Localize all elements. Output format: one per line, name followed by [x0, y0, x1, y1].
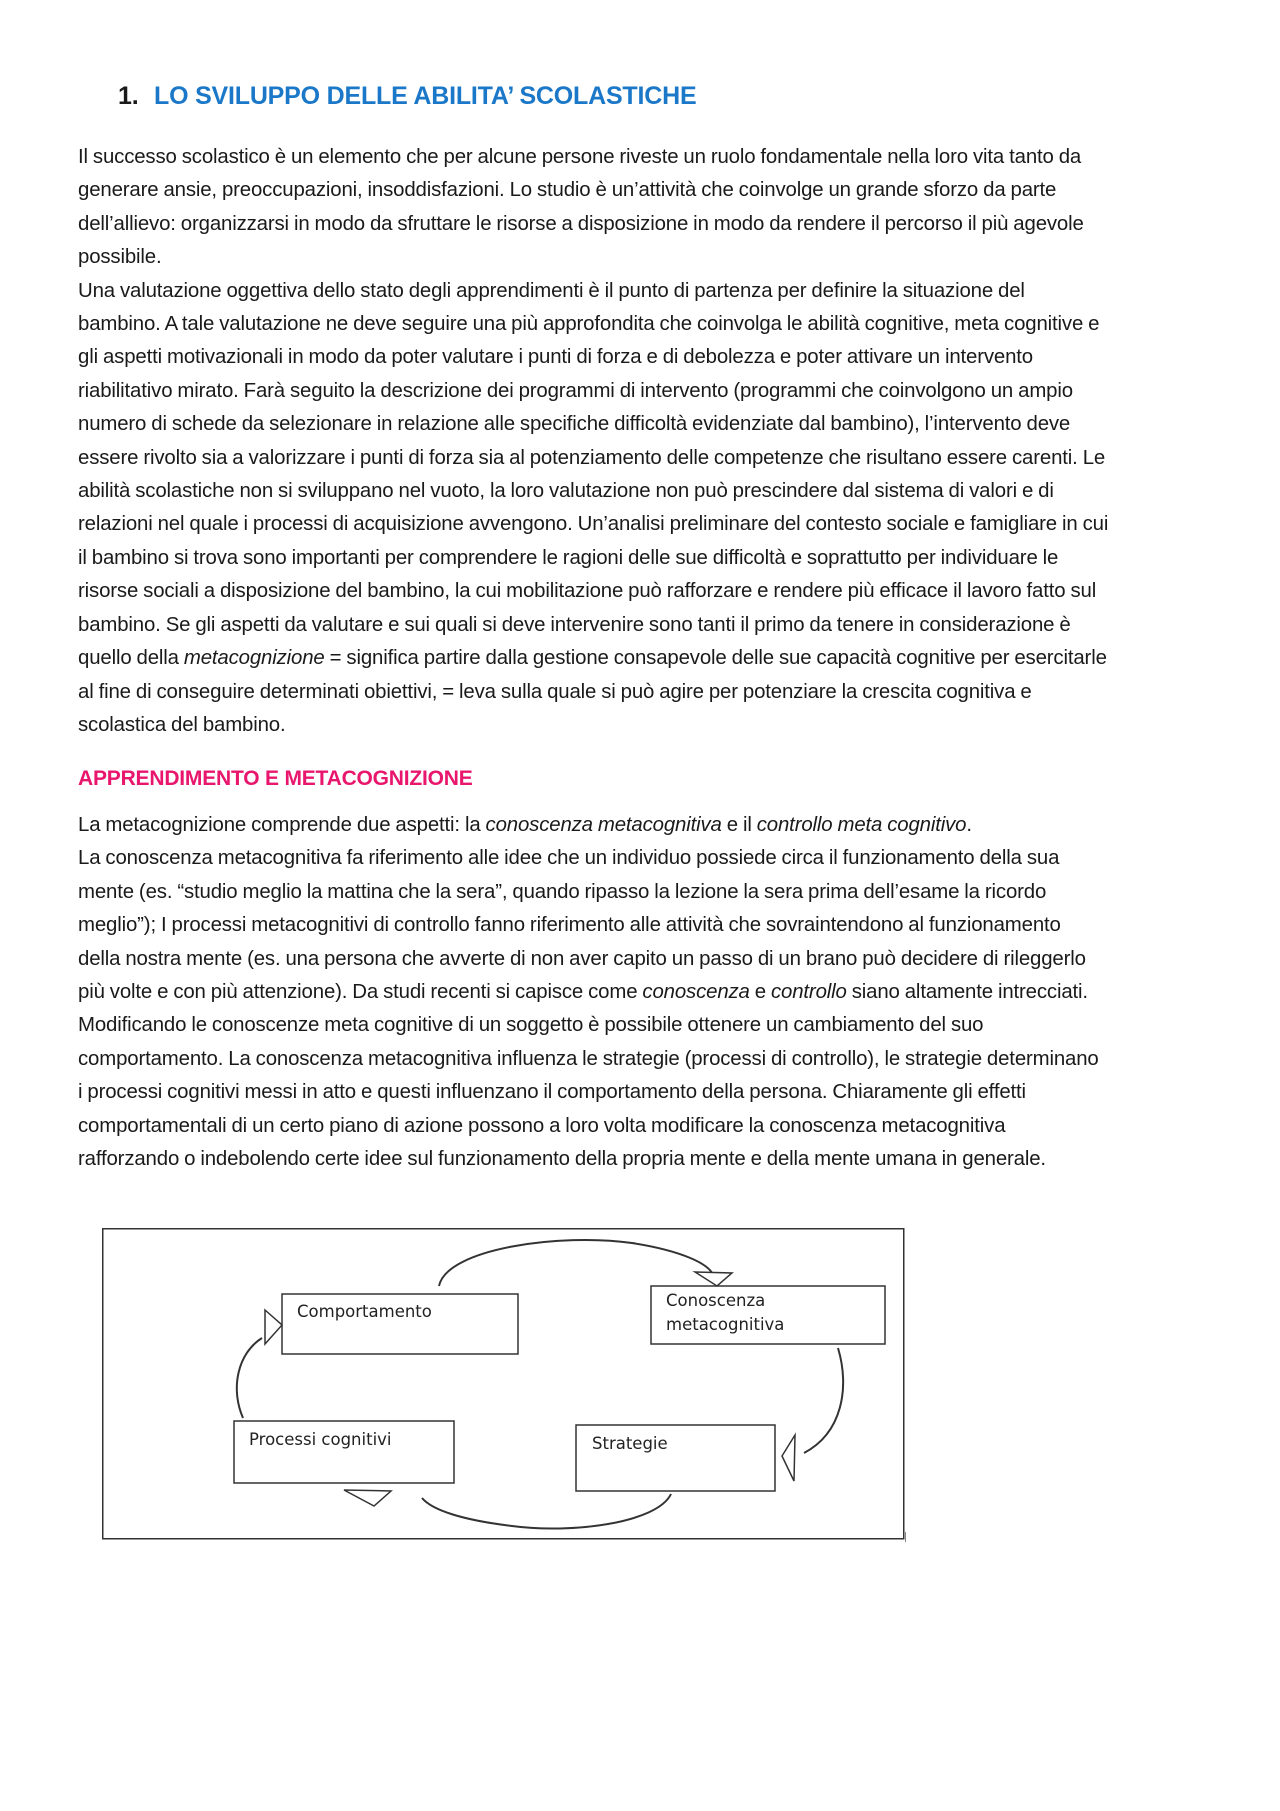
- arrow-comportamento-to-conoscenza: [439, 1240, 714, 1286]
- arrowhead-bottom: [344, 1490, 391, 1506]
- text-line: [78, 575, 1206, 608]
- text-line: [78, 375, 1206, 408]
- text-run: abilità scolastiche non si sviluppano nel vuoto, la loro valutazione non può prescindere dal sistema di valori e di: [78, 480, 1054, 503]
- text-line: [78, 943, 1206, 976]
- arrowhead-top: [695, 1272, 732, 1286]
- text-line: [78, 842, 1206, 875]
- section-heading: [118, 82, 696, 111]
- text-run: mente (es. “studio meglio la mattina che la sera”, quando ripasso la lezione la sera prima dell’esame la ricordo: [78, 880, 1047, 903]
- text-line: [78, 609, 1206, 642]
- intro-paragraph: [78, 141, 1206, 742]
- subsection-heading: APPRENDIMENTO E METACOGNIZIONE: [78, 767, 473, 790]
- arrow-conoscenza-to-strategie: [804, 1348, 843, 1453]
- text-run: = significa partire dalla gestione consapevole delle sue capacità cognitive per esercitarle: [324, 647, 1107, 670]
- text-run: relazioni nel quale i processi di acquisizione avvengono. Un’analisi preliminare del contesto sociale e famigliare in cui: [78, 513, 1109, 536]
- text-line: [78, 508, 1206, 541]
- text-line: [78, 909, 1206, 942]
- text-run: numero di schede da selezionare in relazione alle specifiche difficoltà evidenziate dal bambino), l’intervento deve: [78, 413, 1071, 436]
- italic-term: conoscenza metacognitiva: [485, 814, 722, 836]
- label-conoscenza-line1: Conoscenza: [666, 1291, 766, 1310]
- label-conoscenza-line2: metacognitiva: [666, 1315, 785, 1334]
- metacognition-paragraph: [78, 809, 1206, 1176]
- text-line: [78, 141, 1206, 174]
- text-run: quello della: [78, 647, 184, 670]
- text-run: gli aspetti motivazionali in modo da poter valutare i punti di forza e di debolezza e poter attivare un intervento: [78, 346, 1033, 369]
- text-run: al fine di conseguire determinati obiettivi, = leva sulla quale si può agire per potenziare la crescita cognitiva e: [78, 680, 1032, 703]
- text-line: [78, 1043, 1206, 1076]
- text-run: dell’allievo: organizzarsi in modo da sfruttare le risorse a disposizione in modo da rendere il percorso il più agevole: [78, 212, 1084, 235]
- arrow-strategie-to-processi: [422, 1494, 671, 1529]
- text-run: Il successo scolastico è un elemento che per alcune persone riveste un ruolo fondamentale nella loro vita tanto da: [78, 146, 1082, 168]
- text-run: e il: [721, 814, 757, 836]
- italic-term: controllo meta cognitivo: [756, 814, 967, 836]
- section-number: 1.: [118, 82, 139, 110]
- text-line: [78, 475, 1206, 508]
- arrow-processi-to-comportamento: [237, 1338, 262, 1418]
- italic-term: conoscenza: [642, 981, 750, 1004]
- text-line: [78, 341, 1206, 374]
- text-run: della nostra mente (es. una persona che avverte di non aver capito un passo di un brano può decidere di rileggerlo: [78, 947, 1086, 970]
- text-line: [78, 408, 1206, 441]
- arrowhead-right: [782, 1435, 795, 1481]
- text-line: [78, 642, 1206, 675]
- text-run: Una valutazione oggettiva dello stato degli apprendimenti è il punto di partenza per definire la situazione del: [78, 279, 1025, 302]
- text-line: [78, 241, 1206, 274]
- text-run: scolastica del bambino.: [78, 713, 286, 736]
- text-line: [78, 1143, 1206, 1176]
- text-run: bambino. Se gli aspetti da valutare e sui quali si deve intervenire sono tanti il primo da tenere in considerazione è: [78, 613, 1071, 636]
- diagram-frame: [103, 1229, 904, 1539]
- text-run: bambino. A tale valutazione ne deve seguire una più approfondita che coinvolga le abilità cognitive, meta cognitive e: [78, 313, 1100, 336]
- text-line: [78, 442, 1206, 475]
- text-run: riabilitativo mirato. Farà seguito la descrizione dei programmi di intervento (programmi che coinvolgono un ampio: [78, 379, 1073, 402]
- text-run: il bambino si trova sono importanti per comprendere le ragioni delle sue difficoltà e soprattutto per individuare le: [78, 546, 1059, 569]
- text-line: [78, 208, 1206, 241]
- text-line: [78, 676, 1206, 709]
- text-run: rafforzando o indebolendo certe idee sul funzionamento della propria mente e della mente umana in generale.: [78, 1148, 1046, 1171]
- text-run: i processi cognitivi messi in atto e questi influenzano il comportamento della persona. Chiaramente gli effetti: [78, 1081, 1026, 1104]
- italic-term: metacognizione: [183, 647, 325, 670]
- text-run: Modificando le conoscenze meta cognitive di un soggetto è possibile ottenere un cambiamento del suo: [78, 1014, 984, 1037]
- text-line: [78, 709, 1206, 742]
- label-comportamento: Comportamento: [297, 1302, 432, 1321]
- text-run: e: [749, 981, 771, 1004]
- text-line: [78, 1076, 1206, 1109]
- text-line: [78, 174, 1206, 207]
- text-run: comportamento. La conoscenza metacognitiva influenza le strategie (processi di controllo), le strategie determinano: [78, 1047, 1099, 1070]
- text-run: siano altamente intrecciati.: [846, 981, 1088, 1004]
- text-run: più volte e con più attenzione). Da studi recenti si capisce come: [78, 981, 643, 1004]
- text-run: .: [966, 814, 972, 836]
- text-line: [78, 275, 1206, 308]
- text-run: La conoscenza metacognitiva fa riferimento alle idee che un individuo possiede circa il funzionamento della sua: [78, 847, 1060, 870]
- section-title: LO SVILUPPO DELLE ABILITA’ SCOLASTICHE: [154, 82, 697, 110]
- text-line: [78, 876, 1206, 909]
- text-line: [78, 976, 1206, 1009]
- label-strategie: Strategie: [592, 1434, 668, 1453]
- text-line: [78, 542, 1206, 575]
- text-line: [78, 1110, 1206, 1143]
- text-line: [78, 308, 1206, 341]
- text-run: possibile.: [78, 246, 162, 269]
- text-run: comportamentali di un certo piano di azione possono a loro volta modificare la conoscenza metacognitiva: [78, 1114, 1006, 1137]
- text-run: generare ansie, preoccupazioni, insoddisfazioni. Lo studio è un’attività che coinvolge un grande sforzo da parte: [78, 179, 1057, 202]
- italic-term: controllo: [770, 981, 847, 1004]
- arrowhead-left: [265, 1310, 282, 1344]
- text-run: meglio”); I processi metacognitivi di controllo fanno riferimento alle attività che sovraintendono al funzionamento: [78, 914, 1061, 937]
- metacognition-cycle-diagram: [102, 1228, 906, 1542]
- diagram-graphics: [102, 1228, 906, 1542]
- text-line: [78, 809, 1206, 842]
- label-processi: Processi cognitivi: [249, 1430, 392, 1449]
- text-line: [78, 1009, 1206, 1042]
- text-run: essere rivolto sia a valorizzare i punti di forza sia al potenziamento delle competenze che risultano essere carenti. Le: [78, 446, 1106, 469]
- text-run: risorse sociali a disposizione del bambino, la cui mobilitazione può rafforzare e rendere più efficace il lavoro fatto sul: [78, 580, 1097, 603]
- text-run: La metacognizione comprende due aspetti: la: [78, 814, 486, 836]
